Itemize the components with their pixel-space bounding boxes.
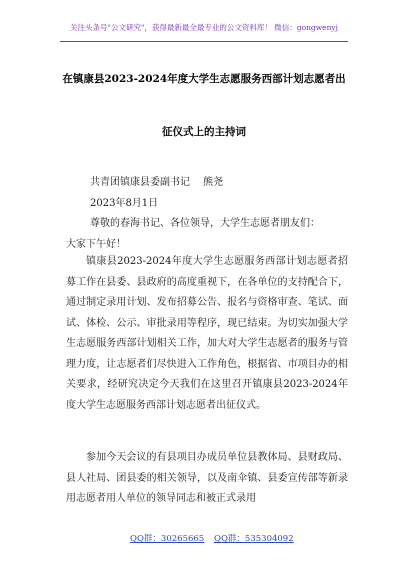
document-title-line-2: 征仪式上的主持词	[162, 126, 246, 138]
footer-qq-group-2-link[interactable]: QQ群：535304092	[214, 534, 294, 544]
date-line: 2023年8月1日	[90, 198, 159, 209]
document-title-line-1: 在镇康县2023-2024年度大学生志愿服务西部计划志愿者出	[62, 73, 346, 85]
body-paragraph-2: 参加今天会议的有县项目办成员单位县教体局、县财政局、县人社局、团县委的相关领导，以及南伞镇、县委宣传部等新录用志愿者用人单位的领导同志和被正式录用	[66, 452, 348, 504]
body-paragraph-1: 镇康县2023-2024年度大学生志愿服务西部计划志愿者招募工作在县委、县政府的高度重视下，在各单位的支持配合下，通过制定录用计划、发布招募公告、报名与资格审查、笔试、面试、体检、公示、审批录用等程序，现已结束。为切实加强大学生志愿服务西部计划相关工作，加大对大学生志愿者的服务与管理力度，让志愿者们尽快进入工作角色，根据省、市项目办的相关要求，经研究决定今天我们在这里召开镇康县2023-2024年度大学生志愿服务西部计划志愿者出征仪式。	[66, 256, 348, 411]
header-divider	[60, 41, 348, 42]
footer-qq-group-1-link[interactable]: QQ群：30265665	[130, 534, 205, 544]
speaker-line: 共青团镇康县委副书记 熊尧	[90, 177, 224, 188]
header-promo-note: 关注头条号"公文研究"，获得最新最全最专业的公文资料库！ 微信：gongwenyj	[70, 23, 338, 32]
greeting: 大家下午好！	[66, 239, 126, 250]
salutation: 尊敬的春海书记、各位领导，大学生志愿者朋友们：	[90, 218, 320, 229]
